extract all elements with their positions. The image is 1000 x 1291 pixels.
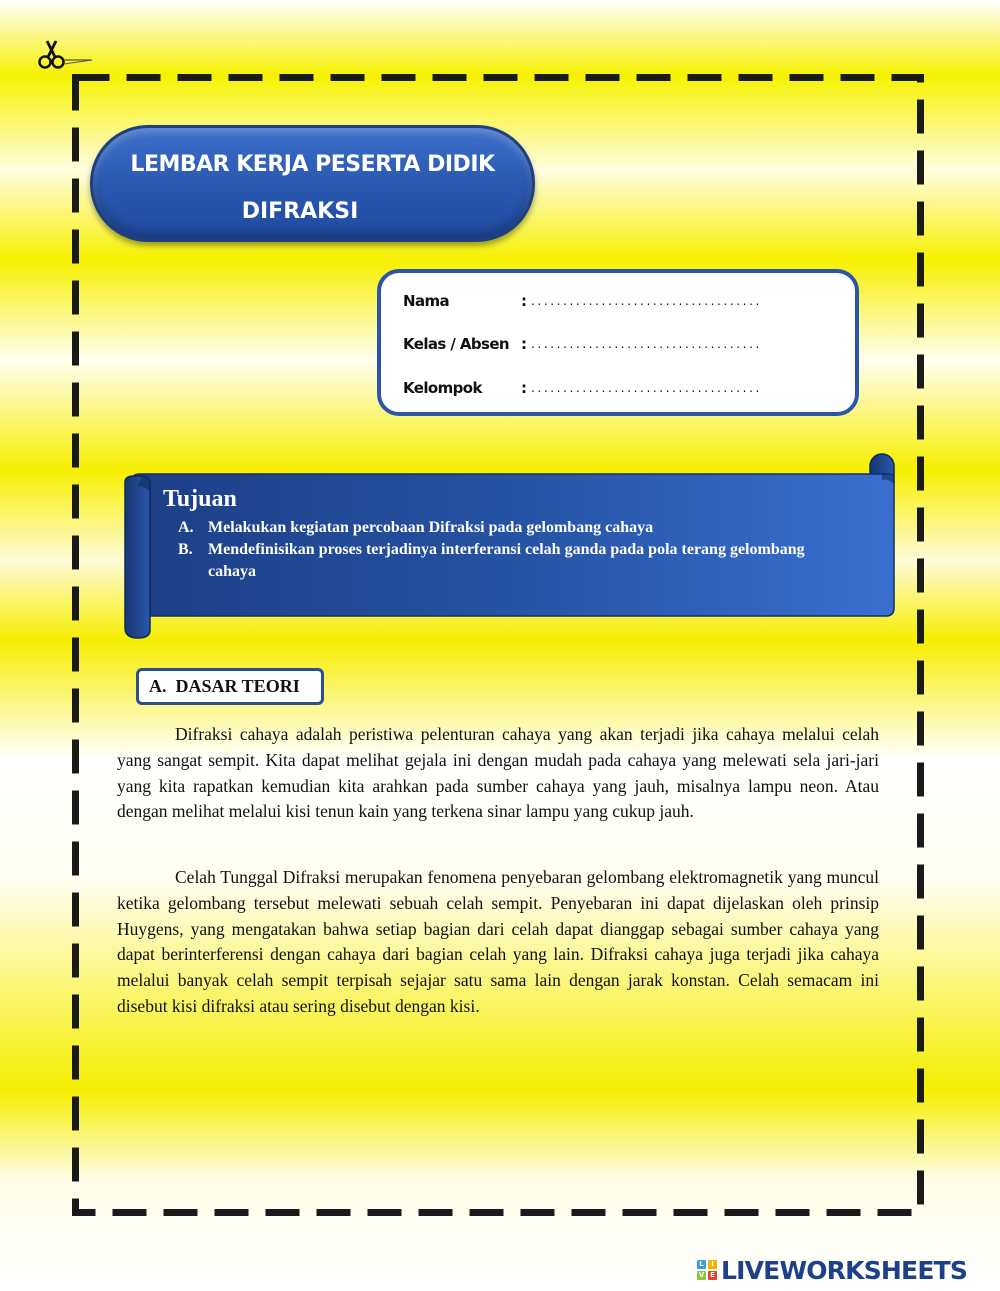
identity-colon: : (521, 292, 527, 310)
identity-row-kelompok[interactable] (403, 377, 843, 399)
liveworksheets-logo[interactable] (697, 1256, 967, 1284)
identity-row-kelas[interactable] (403, 333, 843, 355)
paragraph-2 (117, 865, 879, 1020)
paragraph-text: Celah Tunggal Difraksi merupakan fenomena penyebaran gelombang elektromagnetik yang muncul ketika gelombang tersebut melewati sebuah celah sempit. Penyebaran ini dapat dijelaskan oleh prinsip Huygens, yang mengatakan bahwa setiap bagian dari celah dapat dianggap sebagai sumber cahaya yang dapat berinterferensi dengan cahaya dari bagian celah yang lain. Difraksi cahaya juga terjadi jika cahaya melalui banyak celah sempit terpisah sejajar satu sama lain dengan jarak konstan. Celah semacam ini disebut kisi difraksi atau sering disebut dengan kisi. (117, 867, 879, 1016)
worksheet-title: LEMBAR KERJA PESERTA DIDIK (130, 152, 495, 177)
list-item (178, 539, 838, 583)
logo-text: LIVEWORKSHEETS (721, 1255, 968, 1285)
list-item (178, 517, 838, 539)
list-marker: B. (178, 541, 193, 558)
list-item-text: Mendefinisikan proses terjadinya interferansi celah ganda pada pola terang gelombang cahaya (208, 541, 805, 580)
identity-colon: : (521, 335, 527, 353)
identity-fill-line[interactable]: .................................... (531, 337, 762, 351)
tujuan-heading: Tujuan (163, 486, 237, 512)
cut-line-frame (72, 74, 924, 1216)
identity-colon: : (521, 379, 527, 397)
paragraph-text: Difraksi cahaya adalah peristiwa pelenturan cahaya yang akan terjadi jika cahaya melalui celah yang sangat sempit. Kita dapat melihat gejala ini dengan mudah pada cahaya yang melewati sela jari-jari yang kita rapatkan kemudian kita arahkan pada sumber cahaya yang jauh, misalnya lampu neon. Atau dengan melihat melalui kisi tenun kain yang terkena sinar lampu yang cukup jauh. (117, 724, 879, 822)
student-identity-box (377, 269, 859, 416)
scissors-icon (36, 38, 94, 74)
list-marker: A. (178, 519, 194, 536)
identity-fill-line[interactable]: .................................... (531, 294, 762, 308)
identity-label: Kelompok (403, 379, 482, 397)
identity-fill-line[interactable]: .................................... (531, 381, 762, 395)
identity-row-nama[interactable] (403, 290, 843, 312)
identity-label: Kelas / Absen (403, 335, 509, 353)
list-item-text: Melakukan kegiatan percobaan Difraksi pada gelombang cahaya (208, 519, 654, 536)
liveworksheets-logo-icon: L I V E (697, 1260, 717, 1280)
section-heading-box (136, 668, 324, 705)
section-heading: A. DASAR TEORI (149, 676, 300, 696)
identity-label: Nama (403, 292, 450, 310)
worksheet-subtitle: DIFRAKSI (241, 199, 359, 224)
tujuan-list (178, 517, 838, 583)
worksheet-title-banner (90, 125, 535, 242)
paragraph-1 (117, 722, 879, 825)
